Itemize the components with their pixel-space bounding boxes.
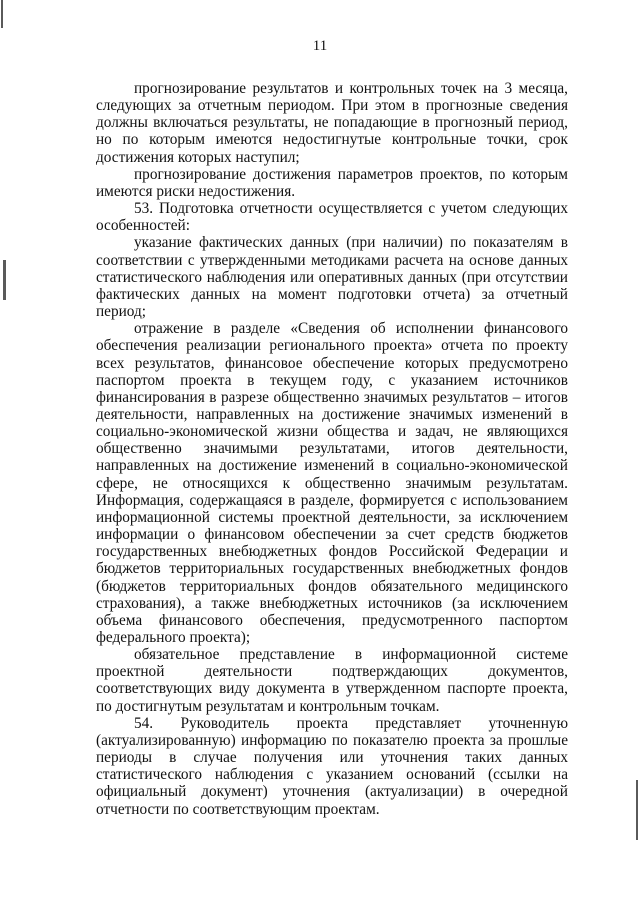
paragraph-forecast-results: прогнозирование результатов и контрольных точек на 3 месяца, следующих за отчетным периодом. При этом в прогнозные сведения должны включаться результаты, не попадающие в прогнозный период, но по которым имеются недостигнутые контрольные точки, срок достижения которых наступил; xyxy=(96,80,568,166)
paragraph-actual-data: указание фактических данных (при наличии) по показателям в соответствии с утвержденными методиками расчета на основе данных статистического наблюдения или оперативных данных (при отсутствии фактических данных на момент подготовки отчета) за отчетный период; xyxy=(96,234,568,321)
scan-edge-mark xyxy=(636,780,638,840)
paragraph-financial-section: отражение в разделе «Сведения об исполнении финансового обеспечения реализации регионального проекта» отчета по проекту всех результатов, финансовое обеспечение которых предусмотрено паспортом проекта в текущем году, с указанием источников финансирования в разрезе общественно значимых результатов – итогов деятельности, направленных на достижение значимых изменений в социально-экономической жизни общества и задач, не являющихся общественно значимыми результатами, итогов деятельности, направленных на достижение изменений в социально-экономической сфере, не относящихся к общественно значимым результатам. Информация, содержащаяся в разделе, формируется с использованием информационной системы проектной деятельности, за исключением информации о финансовом обеспечении за счет средств бюджетов государственных внебюджетных фондов Российской Федерации и бюджетов территориальных государственных внебюджетных фондов (бюджетов территориальных фондов обязательного медицинского страхования), а также внебюджетных источников (за исключением объема финансового обеспечения, предусмотренного паспортом федерального проекта); xyxy=(96,320,568,646)
scan-edge-mark xyxy=(3,260,6,300)
page-number: 11 xyxy=(312,38,328,54)
paragraph-clause-54: 54. Руководитель проекта представляет уточненную (актуализированную) информацию по показателю проекта за прошлые периоды в случае получения или уточнения таких данных статистического наблюдения с указанием оснований (ссылки на официальный документ) уточнения (актуализации) в очередной отчетности по соответствующим проектам. xyxy=(96,714,568,818)
document-body xyxy=(96,80,568,818)
paragraph-forecast-parameters: прогнозирование достижения параметров проектов, по которым имеются риски недостижения. xyxy=(96,165,568,200)
paragraph-mandatory-documents: обязательное представление в информационной системе проектной деятельности подтверждающих документов, соответствующих виду документа в утвержденном паспорте проекта, по достигнутым результатам и контрольным точкам. xyxy=(96,646,568,715)
paragraph-clause-53: 53. Подготовка отчетности осуществляется с учетом следующих особенностей: xyxy=(96,200,568,235)
scan-edge-mark xyxy=(1,0,3,28)
